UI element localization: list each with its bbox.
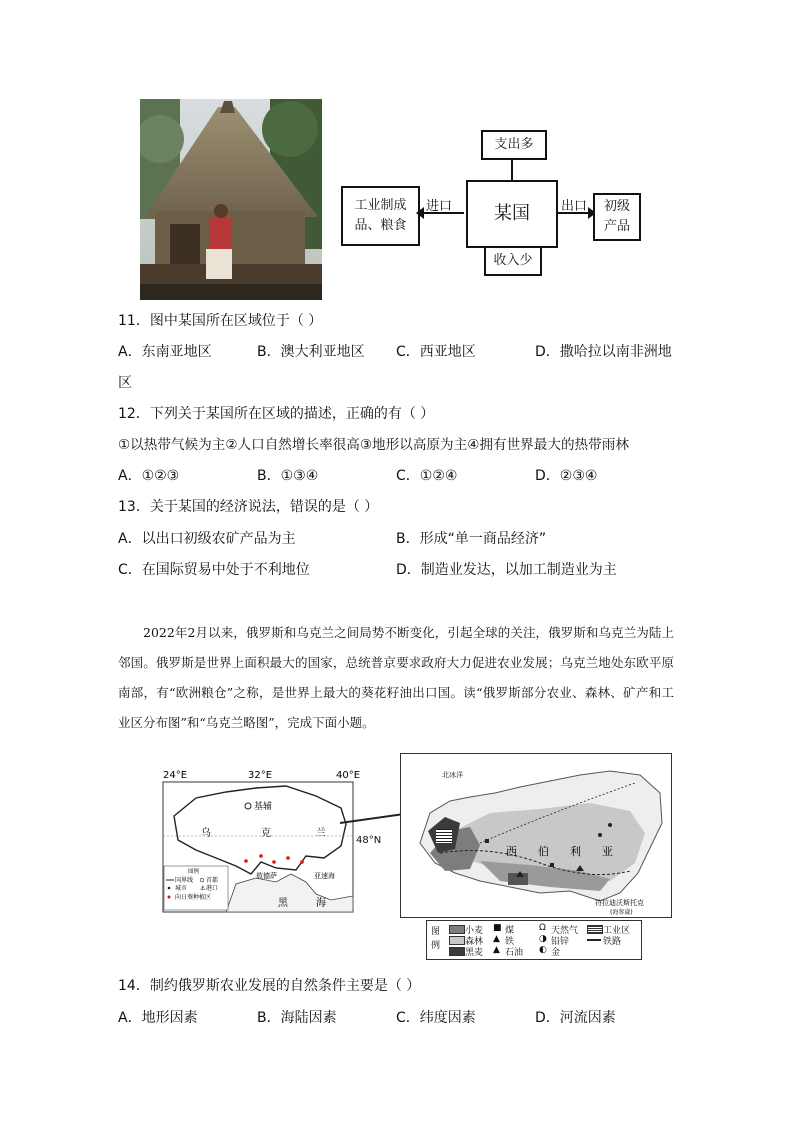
q13-option-d[interactable]: D．制造业发达，以加工制造业为主 bbox=[396, 562, 617, 578]
russia-map bbox=[400, 753, 672, 918]
top-box-label: 支出多 bbox=[494, 137, 534, 152]
legend-city: 城市 bbox=[175, 885, 188, 892]
legend-wheat-swatch bbox=[449, 925, 465, 934]
sea-azov-label: 亚速海 bbox=[314, 872, 335, 880]
arctic-ocean-label: 北冰洋 bbox=[442, 771, 463, 779]
q13-stem: 13．关于某国的经济说法，错误的是（ ） bbox=[118, 499, 379, 515]
connector-top bbox=[511, 158, 513, 180]
lon-label-24: 24°E bbox=[163, 770, 188, 781]
lon-label-32: 32°E bbox=[248, 770, 273, 781]
q14-stem: 14．制约俄罗斯农业发展的自然条件主要是（ ） bbox=[118, 978, 421, 994]
q12-option-b[interactable]: B．①③④ bbox=[257, 468, 319, 484]
country-name-char1: 乌 bbox=[201, 828, 211, 839]
siberia-char3: 利 bbox=[570, 845, 581, 858]
gas-icon: Ω bbox=[539, 923, 546, 933]
q13-option-a[interactable]: A．以出口初级农矿产品为主 bbox=[118, 531, 296, 547]
legend-forest: 森林 bbox=[465, 937, 484, 947]
right-arrow-label: 出口 bbox=[561, 199, 588, 214]
lon-label-40: 40°E bbox=[336, 770, 361, 781]
vladivostok-label: 符拉迪沃斯托克 bbox=[595, 899, 644, 907]
lat-label: 48°N bbox=[356, 835, 382, 846]
black-sea-char2: 海 bbox=[316, 898, 326, 909]
siberia-char1: 西 bbox=[506, 845, 517, 858]
legend-capital: 首都 bbox=[206, 877, 219, 884]
legend-forest-swatch bbox=[449, 936, 465, 945]
oil-icon: ▲ bbox=[493, 945, 500, 955]
q14-option-d[interactable]: D．河流因素 bbox=[535, 1010, 616, 1026]
center-box bbox=[466, 180, 558, 248]
q13-option-b[interactable]: B．形成“单一商品经济” bbox=[396, 531, 547, 547]
city-kyiv: 基辅 bbox=[254, 802, 273, 812]
left-box-line2: 品、粮食 bbox=[354, 218, 407, 233]
q11-option-d[interactable]: D．撒哈拉以南非洲地 bbox=[535, 344, 672, 360]
center-box-label: 某国 bbox=[494, 203, 530, 224]
left-arrow-label: 进口 bbox=[426, 199, 453, 214]
legend-industry-swatch bbox=[587, 925, 603, 934]
left-box-line1: 工业制成 bbox=[354, 198, 407, 213]
q12-option-c[interactable]: C．①②④ bbox=[396, 468, 458, 484]
country-name-char2: 克 bbox=[261, 828, 271, 839]
port-odesa: 敖德萨 bbox=[256, 872, 277, 880]
q12-option-d[interactable]: D．②③④ bbox=[535, 468, 598, 484]
legend-sunflower: 向日葵种植区 bbox=[175, 894, 212, 901]
ukraine-map bbox=[156, 766, 386, 914]
bottom-box bbox=[484, 246, 542, 276]
q12-statements: ①以热带气候为主②人口自然增长率很高③地形以高原为主④拥有世界最大的热带雨林 bbox=[118, 437, 629, 453]
q11-option-d-continued: 区 bbox=[118, 375, 132, 391]
legend-iron: 铁 bbox=[505, 937, 515, 947]
right-box-line2: 产品 bbox=[603, 219, 630, 234]
q14-option-a[interactable]: A．地形因素 bbox=[118, 1010, 198, 1026]
hut-photo-image bbox=[140, 99, 322, 300]
coal-icon: ■ bbox=[493, 923, 502, 933]
q11-stem: 11．图中某国所在区域位于（ ） bbox=[118, 313, 323, 329]
q13-option-c[interactable]: C．在国际贸易中处于不利地位 bbox=[118, 562, 310, 578]
legend-rye: 黑麦 bbox=[465, 948, 484, 958]
ukraine-legend-title: 图例 bbox=[188, 869, 200, 875]
country-name-char3: 兰 bbox=[316, 828, 326, 839]
legend-railway-swatch bbox=[587, 939, 601, 941]
legend-gas: 天然气 bbox=[551, 926, 579, 936]
vladivostok-sub: (海参崴) bbox=[610, 909, 633, 916]
legend-leadzinc: 铅锌 bbox=[551, 937, 570, 947]
legend-rye-swatch bbox=[449, 947, 465, 956]
siberia-char4: 亚 bbox=[602, 845, 613, 858]
black-sea-char1: 黑 bbox=[278, 898, 288, 909]
left-box bbox=[341, 186, 420, 246]
bottom-box-label: 收入少 bbox=[493, 253, 533, 268]
q14-option-c[interactable]: C．纬度因素 bbox=[396, 1010, 476, 1026]
russia-legend-title: 图例 bbox=[431, 927, 441, 951]
reading-passage bbox=[118, 618, 674, 738]
q12-option-a[interactable]: A．①②③ bbox=[118, 468, 180, 484]
siberia-char2: 伯 bbox=[538, 845, 549, 858]
legend-railway: 铁路 bbox=[603, 937, 622, 947]
q12-stem: 12．下列关于某国所在区域的描述，正确的有（ ） bbox=[118, 406, 435, 422]
passage-text: 2022年2月以来，俄罗斯和乌克兰之间局势不断变化，引起全球的关注，俄罗斯和乌克兰为陆上邻国。俄罗斯是世界上面积最大的国家，总统普京要求政府大力促进农业发展；乌克兰地处东欧平原南部，有“欧洲粮仓”之称，是世界上最大的葵花籽油出口国。读“俄罗斯部分农业、森林、矿产和工业区分布图”和“乌克兰略图”，完成下面小题。 bbox=[118, 625, 674, 730]
legend-port: 港口 bbox=[206, 885, 219, 892]
legend-border: 国界线 bbox=[175, 877, 194, 884]
russia-legend bbox=[426, 920, 642, 960]
q11-option-b[interactable]: B．澳大利亚地区 bbox=[257, 344, 365, 360]
q14-option-b[interactable]: B．海陆因素 bbox=[257, 1010, 337, 1026]
left-arrow-head bbox=[416, 207, 424, 219]
legend-oil: 石油 bbox=[505, 948, 524, 958]
gold-icon: ◐ bbox=[539, 945, 547, 955]
legend-gold: 金 bbox=[551, 948, 561, 958]
q11-option-c[interactable]: C．西亚地区 bbox=[396, 344, 476, 360]
legend-coal: 煤 bbox=[505, 926, 515, 936]
right-box bbox=[593, 193, 641, 241]
q11-option-a[interactable]: A．东南亚地区 bbox=[118, 344, 212, 360]
hut-photo bbox=[140, 99, 322, 300]
anchor-icon: ⚓ bbox=[200, 885, 206, 892]
leadzinc-icon: ◑ bbox=[539, 934, 547, 944]
iron-icon: ▲ bbox=[493, 934, 500, 944]
legend-industry: 工业区 bbox=[603, 926, 631, 936]
right-box-line1: 初级 bbox=[603, 199, 630, 214]
legend-wheat: 小麦 bbox=[465, 926, 484, 936]
top-box bbox=[481, 130, 547, 160]
industry-zone-1 bbox=[436, 829, 452, 843]
